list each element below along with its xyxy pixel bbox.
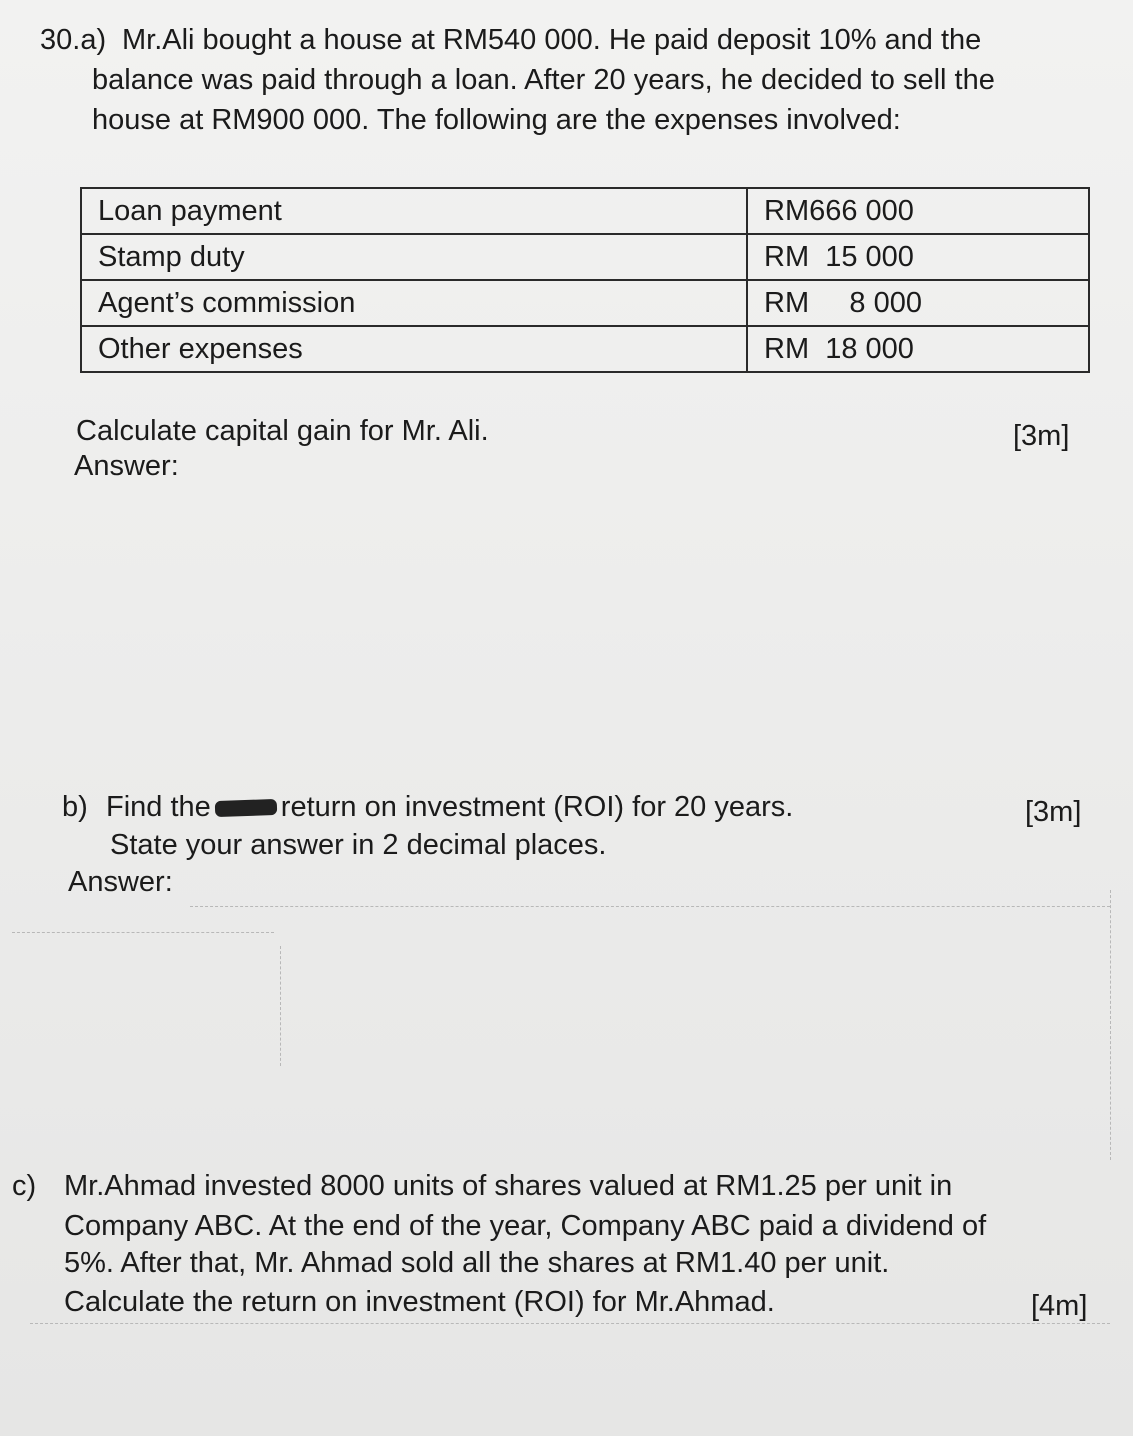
table-row xyxy=(81,234,1089,280)
redaction-mark xyxy=(215,799,278,817)
question-a-line-2: balance was paid through a loan. After 20 years, he decided to sell the xyxy=(92,64,995,96)
question-a-line-3: house at RM900 000. The following are the expenses involved: xyxy=(92,104,901,136)
question-b-line-1 xyxy=(106,789,793,826)
question-a-line-1: Mr.Ali bought a house at RM540 000. He paid deposit 10% and the xyxy=(122,24,982,56)
question-a-marks: [3m] xyxy=(1013,420,1070,452)
table-row xyxy=(81,280,1089,326)
question-b-number: b) xyxy=(62,791,88,823)
expense-item: Other expenses xyxy=(81,326,747,372)
question-b-line-1-start: Find the xyxy=(106,791,211,823)
expense-amount: RM 8 000 xyxy=(747,280,1089,326)
expense-amount: RM 15 000 xyxy=(747,234,1089,280)
answer-box-top-edge xyxy=(190,906,1110,907)
question-a-number: 30.a) xyxy=(40,24,107,56)
question-a-answer-label: Answer: xyxy=(74,450,179,482)
question-c-marks: [4m] xyxy=(1031,1290,1088,1322)
answer-box-vertical-mark xyxy=(280,946,281,1066)
expense-item: Stamp duty xyxy=(81,234,747,280)
table-row xyxy=(81,188,1089,234)
expenses-table xyxy=(80,187,1090,373)
question-b-answer-label: Answer: xyxy=(68,866,173,898)
answer-box-divider xyxy=(12,932,274,933)
expense-amount: RM666 000 xyxy=(747,188,1089,234)
question-b-line-1-end: return on investment (ROI) for 20 years. xyxy=(280,791,794,823)
question-c-line-3: 5%. After that, Mr. Ahmad sold all the shares at RM1.40 per unit. xyxy=(64,1247,890,1279)
question-c-line-2: Company ABC. At the end of the year, Company ABC paid a dividend of xyxy=(64,1210,987,1242)
table-row xyxy=(81,326,1089,372)
expense-item: Loan payment xyxy=(81,188,747,234)
question-c-number: c) xyxy=(12,1170,37,1202)
question-a-instruction: Calculate capital gain for Mr. Ali. xyxy=(76,415,489,447)
question-c-line-1: Mr.Ahmad invested 8000 units of shares valued at RM1.25 per unit in xyxy=(64,1170,953,1202)
question-c-underline xyxy=(30,1323,1110,1324)
expense-amount: RM 18 000 xyxy=(747,326,1089,372)
question-c-line-4: Calculate the return on investment (ROI) for Mr.Ahmad. xyxy=(64,1286,775,1318)
question-b-line-2: State your answer in 2 decimal places. xyxy=(110,829,607,861)
question-b-marks: [3m] xyxy=(1025,796,1082,828)
answer-box-right-edge xyxy=(1110,890,1111,1160)
expense-item: Agent’s commission xyxy=(81,280,747,326)
